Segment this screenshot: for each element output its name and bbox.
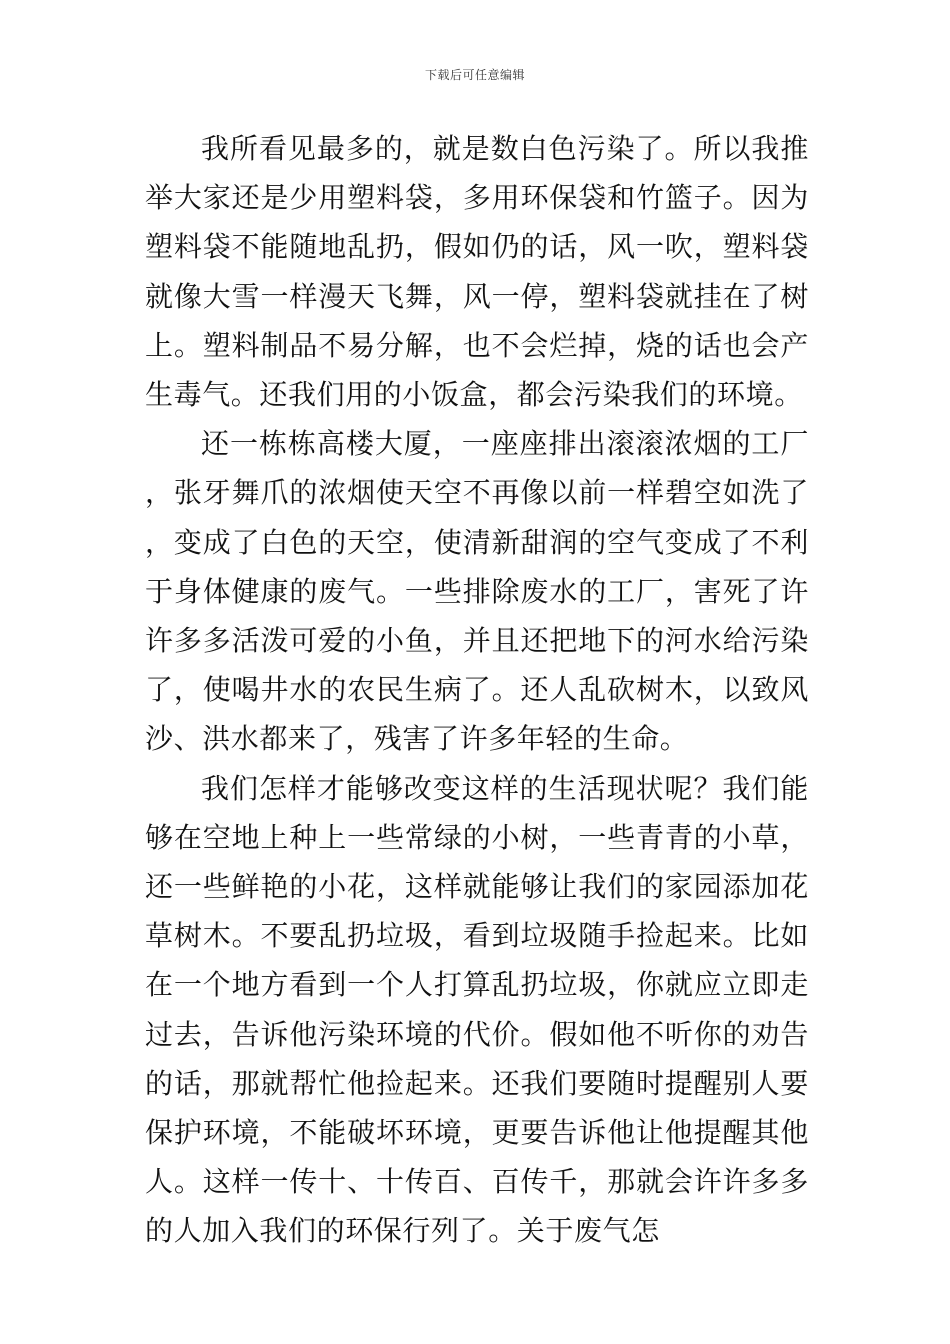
- page-header: 下载后可任意编辑: [424, 68, 525, 82]
- paragraph-white-pollution: 我所看见最多的，就是数白色污染了。所以我推举大家还是少用塑料袋，多用环保袋和竹篮子。因为塑料袋不能随地乱扔，假如仍的话，风一吹，塑料袋就像大雪一样漫天飞舞，风一停，塑料袋就挂在了树上。塑料制品不易分解，也不会烂掉，烧的话也会产生毒气。还我们用的小饭盒，都会污染我们的环境。: [145, 132, 809, 412]
- paragraph-solutions: 我们怎样才能够改变这样的生活现状呢？我们能够在空地上种上一些常绿的小树，一些青青的小草，还一些鲜艳的小花，这样就能够让我们的家园添加花草树木。不要乱扔垃圾，看到垃圾随手捡起来。比如在一个地方看到一个人打算乱扔垃圾，你就应立即走过去，告诉他污染环境的代价。假如他不听你的劝告的话，那就帮忙他捡起来。还我们要随时提醒别人要保护环境，不能破坏环境，更要告诉他让他提醒其他人。这样一传十、十传百、百传千，那就会许许多多的人加入我们的环保行列了。关于废气怎: [145, 771, 809, 1248]
- document-body: [145, 124, 809, 1256]
- paragraph-factory-pollution: 还一栋栋高楼大厦，一座座排出滚滚浓烟的工厂，张牙舞爪的浓烟使天空不再像以前一样碧空如洗了，变成了白色的天空，使清新甜润的空气变成了不利于身体健康的废气。一些排除废水的工厂，害死了许许多多活泼可爱的小鱼，并且还把地下的河水给污染了，使喝井水的农民生病了。还人乱砍树木，以致风沙、洪水都来了，残害了许多年轻的生命。: [145, 427, 809, 756]
